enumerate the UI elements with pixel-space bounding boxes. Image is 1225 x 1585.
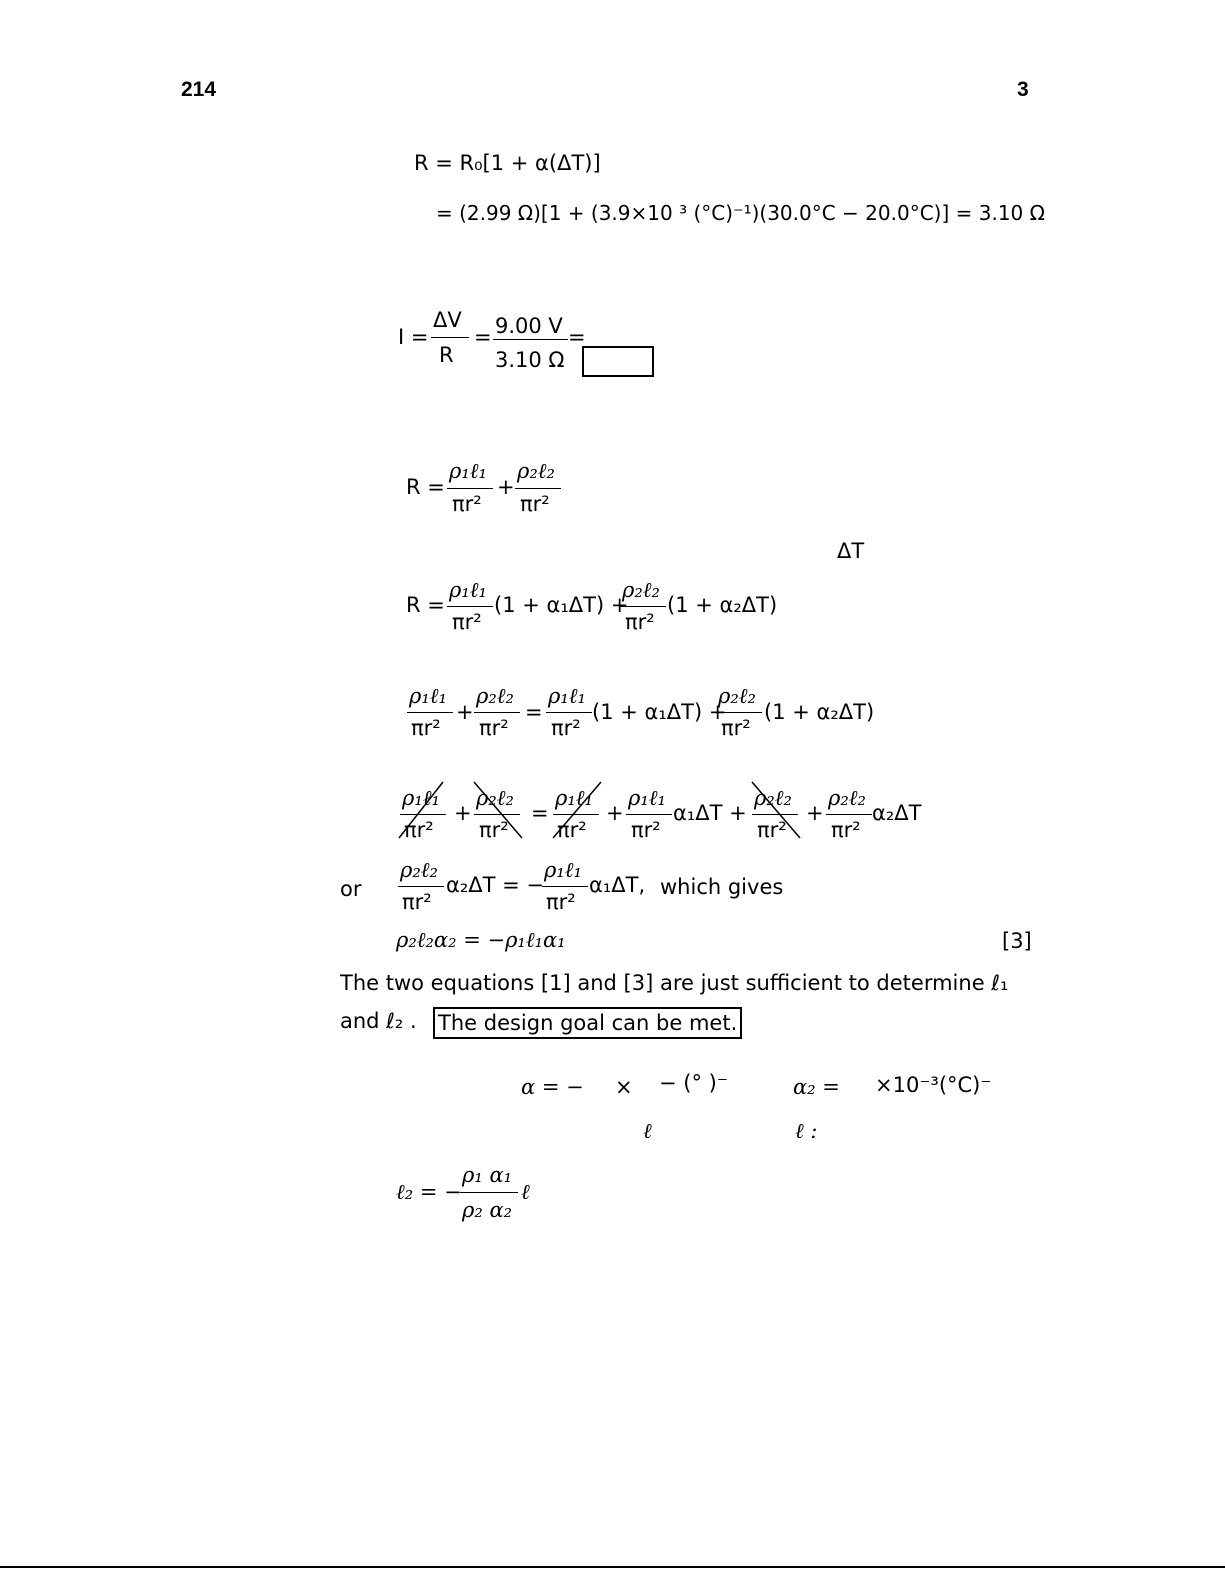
fraction-bar — [542, 886, 588, 887]
fraction-bar — [546, 712, 592, 713]
cancel-num-1: ρ₁ℓ₁ — [402, 786, 440, 810]
or-num-1: ρ₂ℓ₂ — [400, 858, 438, 882]
equal-num-3: ρ₁ℓ₁ — [548, 684, 586, 708]
fraction-bar — [398, 886, 444, 887]
fraction-bar — [626, 814, 672, 815]
equal-den-1: πr² — [411, 716, 441, 740]
cancel-mid-4: α₁ΔT + — [673, 801, 747, 825]
cancel-den-4: πr² — [631, 818, 661, 842]
current-num-2: 9.00 V — [495, 314, 563, 338]
current-num-1: ΔV — [433, 308, 462, 332]
current-eq-2: = — [568, 325, 586, 349]
temp-mid-2: (1 + α₂ΔT) — [667, 593, 778, 617]
equation-line-1: R = R₀[1 + α(ΔT)] — [414, 151, 601, 175]
cancel-den-1: πr² — [404, 818, 434, 842]
equal-num-4: ρ₂ℓ₂ — [718, 684, 756, 708]
fraction-bar — [407, 712, 453, 713]
temp-lhs: R = — [406, 593, 445, 617]
cancel-plus-2: + — [606, 801, 624, 825]
temp-den-2: πr² — [625, 610, 655, 634]
or-word: or — [340, 877, 362, 901]
or-mid-1: α₂ΔT = − — [446, 873, 544, 897]
design-goal-answer-box: The design goal can be met. — [433, 1007, 742, 1039]
cancel-strike-backslash-1 — [470, 780, 525, 840]
current-den-2: 3.10 Ω — [495, 348, 565, 372]
equal-den-2: πr² — [479, 716, 509, 740]
series-den-1: πr² — [452, 492, 482, 516]
cancel-num-4: ρ₁ℓ₁ — [628, 786, 666, 810]
equation-line-2: = (2.99 Ω)[1 + (3.9×10 ³ (°C)⁻¹)(30.0°C − 20.0°C)] = 3.10 Ω — [436, 201, 1045, 225]
series-num-1: ρ₁ℓ₁ — [449, 459, 487, 483]
which-gives-text: which gives — [660, 875, 784, 899]
cancel-den-5: πr² — [757, 818, 787, 842]
series-num-2: ρ₂ℓ₂ — [517, 459, 555, 483]
or-den-1: πr² — [402, 890, 432, 914]
cancel-num-2: ρ₂ℓ₂ — [476, 786, 514, 810]
cancel-num-3: ρ₁ℓ₁ — [555, 786, 593, 810]
current-den-1: R — [439, 343, 454, 367]
cancel-strike-slash-2 — [549, 780, 604, 840]
or-num-2: ρ₁ℓ₁ — [544, 858, 582, 882]
fraction-bar — [447, 488, 493, 489]
equal-den-3: πr² — [551, 716, 581, 740]
l2-lhs: ℓ₂ = − — [396, 1180, 462, 1204]
cancel-den-3: πr² — [557, 818, 587, 842]
fraction-bar — [716, 712, 762, 713]
equal-num-1: ρ₁ℓ₁ — [409, 684, 447, 708]
fraction-bar — [515, 488, 561, 489]
ell-fragment-2: ℓ : — [795, 1119, 818, 1143]
para-line-2-prefix: and ℓ₂ . — [340, 1009, 417, 1033]
temp-num-2: ρ₂ℓ₂ — [622, 578, 660, 602]
cancel-eq: = — [531, 801, 549, 825]
temp-den-1: πr² — [452, 610, 482, 634]
delta-t-note: ΔT — [837, 539, 865, 563]
or-mid-2: α₁ΔT, — [589, 873, 646, 897]
current-eq: = — [474, 325, 492, 349]
series-lhs: R = — [406, 475, 445, 499]
fraction-bar — [493, 339, 568, 340]
fraction-bar — [474, 712, 520, 713]
para-line-1: The two equations [1] and [3] are just sufficient to determine ℓ₁ — [340, 971, 1009, 995]
cancel-strike-slash-1 — [395, 780, 445, 840]
ell-fragment-1: ℓ — [643, 1119, 652, 1143]
cancel-den-6: πr² — [831, 818, 861, 842]
fraction-bar — [620, 606, 666, 607]
equal-den-4: πr² — [721, 716, 751, 740]
bottom-divider — [0, 1566, 1225, 1568]
eq3-expression: ρ₂ℓ₂α₂ = −ρ₁ℓ₁α₁ — [396, 928, 566, 952]
l2-den: ρ₂ α₂ — [462, 1198, 513, 1222]
fraction-bar — [431, 337, 469, 338]
series-den-2: πr² — [520, 492, 550, 516]
fraction-bar — [460, 1192, 518, 1193]
temp-mid-1: (1 + α₁ΔT) + — [494, 593, 629, 617]
equal-plus-1: + — [456, 700, 474, 724]
answer-box-empty — [582, 346, 654, 377]
chapter-number: 214 — [181, 78, 217, 101]
equal-eq: = — [525, 700, 543, 724]
times-fragment: × — [615, 1075, 633, 1099]
cancel-den-2: πr² — [479, 818, 509, 842]
fraction-bar — [447, 606, 493, 607]
cancel-num-6: ρ₂ℓ₂ — [828, 786, 866, 810]
exponent-fragment: − (° )⁻ — [659, 1071, 728, 1095]
temp-num-1: ρ₁ℓ₁ — [449, 578, 487, 602]
equal-num-2: ρ₂ℓ₂ — [476, 684, 514, 708]
l2-num: ρ₁ α₁ — [462, 1163, 513, 1187]
or-den-2: πr² — [546, 890, 576, 914]
series-plus: + — [497, 475, 515, 499]
equal-mid-3: (1 + α₁ΔT) + — [592, 700, 727, 724]
cancel-num-5: ρ₂ℓ₂ — [754, 786, 792, 810]
cancel-strike-backslash-2 — [748, 780, 803, 840]
page-number: 3 — [1017, 78, 1029, 101]
cancel-plus-3: + — [806, 801, 824, 825]
l2-tail: ℓ — [521, 1180, 530, 1204]
fraction-bar — [826, 814, 872, 815]
eq3-label: [3] — [1002, 929, 1032, 953]
cancel-plus-1: + — [454, 801, 472, 825]
cancel-mid-6: α₂ΔT — [872, 801, 922, 825]
current-lhs: I = — [398, 325, 429, 349]
equal-mid-4: (1 + α₂ΔT) — [764, 700, 875, 724]
alpha-2-value: ×10⁻³(°C)⁻ — [875, 1073, 992, 1097]
alpha-2-label: α₂ = — [793, 1075, 840, 1099]
alpha-1-fragment: α = − — [521, 1075, 584, 1099]
